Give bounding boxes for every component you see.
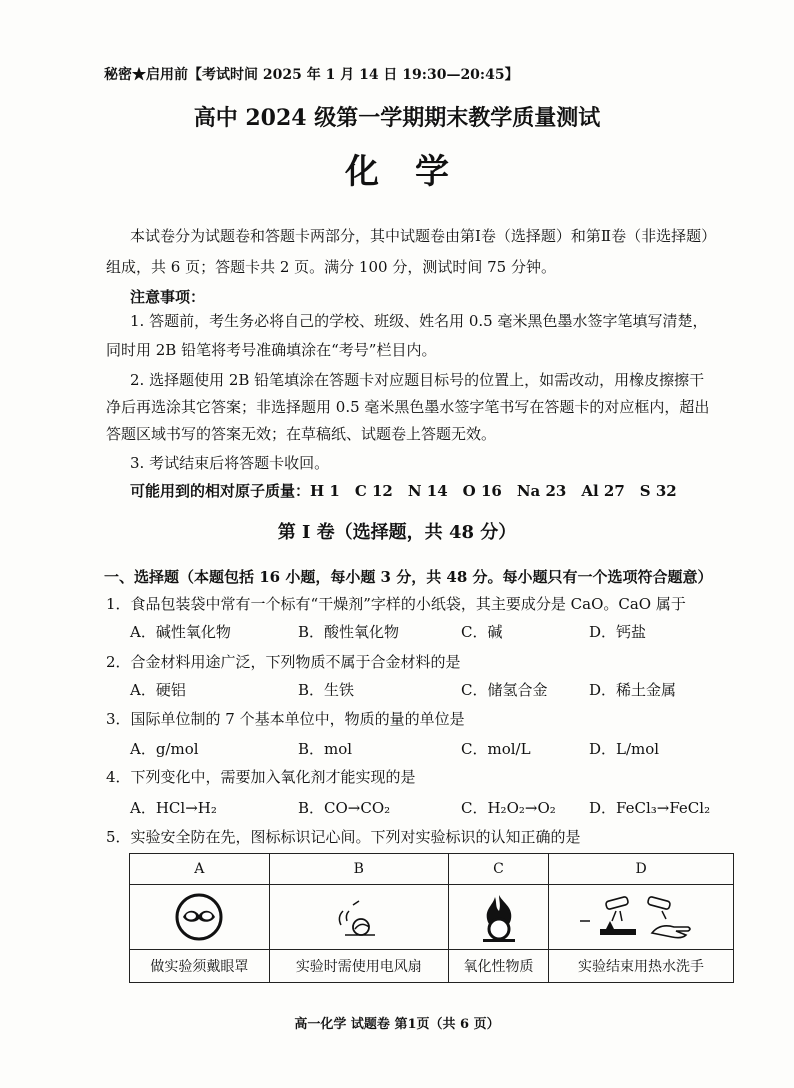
question-2-stem: 2．合金材料用途广泛，下列物质不属于合金材料的是 <box>106 653 461 671</box>
section-heading: 一、选择题（本题包括 16 小题，每小题 3 分，共 48 分。每小题只有一个选项符合题意） <box>104 568 713 586</box>
note-2-line-3: 答题区域书写的答案无效；在草稿纸、试题卷上答题无效。 <box>106 425 497 443</box>
goggles-icon <box>173 891 225 943</box>
caption-c: 氧化性物质 <box>448 950 548 983</box>
q1-option-b: B．酸性氧化物 <box>298 623 400 641</box>
q1-option-a: A．碱性氧化物 <box>130 623 231 641</box>
cell-icon-b <box>269 885 448 950</box>
atomic-masses: 可能用到的相对原子质量：H 1 C 12 N 14 O 16 Na 23 Al 27 S 32 <box>130 482 677 500</box>
q3-option-a: A．g/mol <box>130 740 199 758</box>
notes-heading: 注意事项： <box>130 288 206 306</box>
part-title: 第 Ⅰ 卷（选择题，共 48 分） <box>277 522 517 543</box>
oxidizer-flame-icon <box>473 891 525 943</box>
exam-title: 高中 2024 级第一学期期末教学质量测试 <box>193 105 601 131</box>
cell-icon-c <box>448 885 548 950</box>
q2-option-d: D．稀土金属 <box>589 681 677 699</box>
note-1-line-1: 1. 答题前，考生务必将自己的学校、班级、姓名用 0.5 毫米黑色墨水签字笔填写清楚， <box>130 312 708 330</box>
hand-wash-icon <box>576 891 706 943</box>
q4-option-b: B．CO→CO₂ <box>298 799 391 817</box>
q2-option-b: B．生铁 <box>298 681 355 699</box>
cell-icon-d <box>549 885 734 950</box>
note-3: 3. 考试结束后将答题卡收回。 <box>130 454 330 472</box>
q3-option-c: C．mol/L <box>461 740 531 758</box>
q4-option-c: C．H₂O₂→O₂ <box>461 799 556 817</box>
cell-icon-a <box>130 885 270 950</box>
confidential-header: 秘密★启用前【考试时间 2025 年 1 月 14 日 19:30—20:45】 <box>104 67 519 83</box>
table-header-b: B <box>269 854 448 885</box>
caption-b: 实验时需使用电风扇 <box>269 950 448 983</box>
table-header-a: A <box>130 854 270 885</box>
intro-line-2: 组成，共 6 页；答题卡共 2 页。满分 100 分，测试时间 75 分钟。 <box>106 258 556 276</box>
q2-option-a: A．硬铝 <box>130 681 186 699</box>
page-footer: 高一化学 试题卷 第1页（共 6 页） <box>294 1017 500 1032</box>
note-1-line-2: 同时用 2B 铅笔将考号准确填涂在“考号”栏目内。 <box>106 341 437 359</box>
q3-option-d: D．L/mol <box>589 740 660 758</box>
caption-d: 实验结束用热水洗手 <box>549 950 734 983</box>
question-1-stem: 1．食品包装袋中常有一个标有“干燥剂”字样的小纸袋，其主要成分是 CaO。CaO 属于 <box>106 595 686 613</box>
note-2-line-1: 2. 选择题使用 2B 铅笔填涂在答题卡对应题目标号的位置上，如需改动，用橡皮擦擦干 <box>130 371 705 389</box>
question-3-stem: 3．国际单位制的 7 个基本单位中，物质的量的单位是 <box>106 710 465 728</box>
subject-title: 化学 <box>345 152 485 192</box>
q3-option-b: B．mol <box>298 740 353 758</box>
fan-icon <box>333 891 385 943</box>
intro-line-1: 本试卷分为试题卷和答题卡两部分，其中试题卷由第Ⅰ卷（选择题）和第Ⅱ卷（非选择题） <box>130 227 717 245</box>
q4-option-a: A．HCl→H₂ <box>130 799 217 817</box>
q1-option-d: D．钙盐 <box>589 623 647 641</box>
caption-a: 做实验须戴眼罩 <box>130 950 270 983</box>
q2-option-c: C．储氢合金 <box>461 681 548 699</box>
table-header-c: C <box>448 854 548 885</box>
table-header-d: D <box>549 854 734 885</box>
safety-icon-table <box>129 853 734 983</box>
question-5-stem: 5．实验安全防在先，图标标识记心间。下列对实验标识的认知正确的是 <box>106 828 581 846</box>
q1-option-c: C．碱 <box>461 623 503 641</box>
note-2-line-2: 净后再选涂其它答案；非选择题用 0.5 毫米黑色墨水签字笔书写在答题卡的对应框内，超出 <box>106 398 710 416</box>
question-4-stem: 4．下列变化中，需要加入氧化剂才能实现的是 <box>106 768 416 786</box>
q4-option-d: D．FeCl₃→FeCl₂ <box>589 799 711 817</box>
